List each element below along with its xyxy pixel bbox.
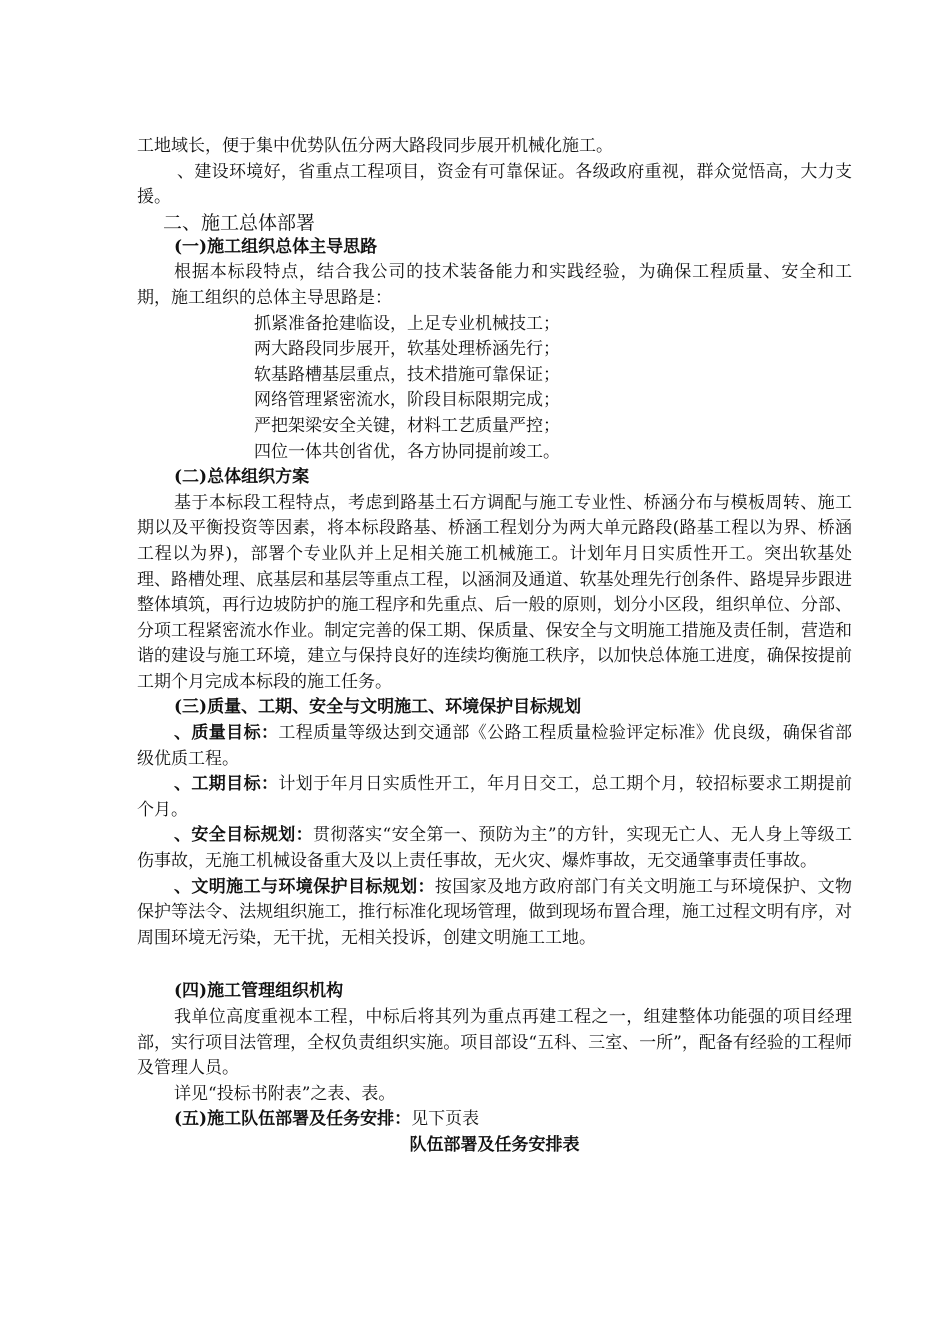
subsection-4-paragraph: 我单位高度重视本工程，中标后将其列为重点再建工程之一，组建整体功能强的项目经理部，实行项目法管理，全权负责组织实施。项目部设“五科、三室、一所”，配备有经验的工程师及管理人员。 xyxy=(137,1007,852,1079)
goal-text: 按国家及地方政府部门有关文明施工与环境保护、文物保护等法令、法规组织施工，推行标准化现场管理，做到现场布置合理，施工过程文明有序，对周围环境无污染，无干扰，无相关投诉，创建文明施工工地。 xyxy=(137,876,852,948)
goal-label: 、质量目标： xyxy=(174,723,279,744)
intro-paragraph-1: 工地域长，便于集中优势队伍分两大路段同步展开机械化施工。 xyxy=(137,136,613,156)
subsection-4-reference: 详见“投标书附表”之表、表。 xyxy=(174,1083,396,1104)
table-title: 队伍部署及任务安排表 xyxy=(409,1134,580,1155)
motto-line: 抓紧准备抢建临设，上足专业机械技工； xyxy=(254,313,560,334)
motto-line: 网络管理紧密流水，阶段目标限期完成； xyxy=(254,390,560,411)
goal-item-quality xyxy=(137,721,852,772)
goal-label: 、工期目标： xyxy=(174,774,279,795)
subsection-5-title: (五)施工队伍部署及任务安排： xyxy=(174,1109,412,1130)
goal-item-schedule xyxy=(137,772,852,823)
intro-paragraph-2: 、建设环境好，省重点工程项目，资金有可靠保证。各级政府重视，群众觉悟高，大力支援。 xyxy=(137,161,852,208)
motto-line: 两大路段同步展开，软基处理桥涵先行； xyxy=(254,339,560,360)
motto-line: 四位一体共创省优，各方协同提前竣工。 xyxy=(254,441,560,462)
subsection-5-note: 见下页表 xyxy=(411,1109,480,1130)
goal-item-safety xyxy=(137,823,852,874)
subsection-heading-3: (三)质量、工期、安全与文明施工、环境保护目标规划 xyxy=(174,697,582,718)
goal-item-environment xyxy=(137,875,852,952)
subsection-heading-5 xyxy=(137,1107,852,1133)
subsection-heading-2: (二)总体组织方案 xyxy=(174,467,310,488)
goal-label: 、安全目标规划： xyxy=(174,825,313,846)
section-heading: 二、施工总体部署 xyxy=(163,211,316,234)
subsection-1-paragraph: 根据本标段特点，结合我公司的技术装备能力和实践经验，为确保工程质量、安全和工期，施工组织的总体主导思路是： xyxy=(137,262,852,308)
blank-line xyxy=(137,951,852,979)
document-page xyxy=(137,134,852,1159)
goal-text: 工程质量等级达到交通部《公路工程质量检验评定标准》优良级，确保省部级优质工程。 xyxy=(137,723,853,769)
subsection-2-paragraph: 基于本标段工程特点，考虑到路基土石方调配与施工专业性、桥涵分布与模板周转、施工期以及平衡投资等因素，将本标段路基、桥涵工程划分为两大单元路段(路基工程以为界、桥涵工程以为界)，部署个专业队并上足相关施工机械施工。计划年月日实质性开工。突出软基处理、路槽处理、底基层和基层等重点工程，以涵洞及通道、软基处理先行创条件、路堤异步跟进整体填筑，再行边坡防护的施工程序和先重点、后一般的原则，划分小区段，组织单位、分部、分项工程紧密流水作业。制定完善的保工期、保质量、保安全与文明施工措施及责任制，营造和谐的建设与施工环境，建立与保持良好的连续均衡施工秩序，以加快总体施工进度，确保按提前工期个月完成本标段的施工任务。 xyxy=(137,492,852,692)
motto-line: 严把架梁安全关键，材料工艺质量严控； xyxy=(254,415,560,436)
goal-text: 计划于年月日实质性开工，年月日交工，总工期个月，较招标要求工期提前个月。 xyxy=(137,774,853,820)
goal-text: 贯彻落实“安全第一、预防为主”的方针，实现无亡人、无人身上等级工伤事故，无施工机械设备重大及以上责任事故，无火灾、爆炸事故，无交通肇事责任事故。 xyxy=(137,825,852,872)
goal-label: 、文明施工与环境保护目标规划： xyxy=(174,876,435,897)
subsection-heading-4: (四)施工管理组织机构 xyxy=(174,981,344,1002)
subsection-heading-1: (一)施工组织总体主导思路 xyxy=(174,236,378,257)
motto-line: 软基路槽基层重点，技术措施可靠保证； xyxy=(254,364,560,385)
